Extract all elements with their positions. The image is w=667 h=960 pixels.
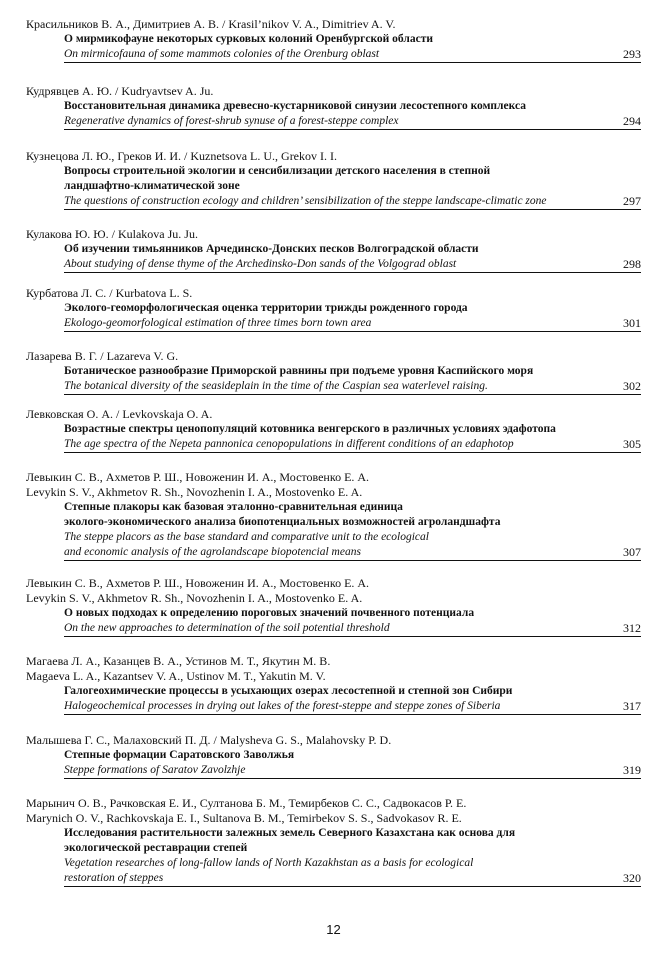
toc-entry bbox=[26, 286, 641, 332]
entry-page-number: 297 bbox=[623, 194, 641, 208]
toc-entry bbox=[26, 84, 641, 130]
entry-english-title: Regenerative dynamics of forest-shrub synuse of a forest-steppe complex bbox=[64, 114, 641, 130]
entry-page-number: 298 bbox=[623, 257, 641, 271]
entry-english-title: The age spectra of the Nepeta pannonica cenopopulations in different conditions of an edaphotop bbox=[64, 437, 641, 453]
entry-authors: Курбатова Л. С. / Kurbatova L. S. bbox=[26, 286, 193, 300]
entry-title: Исследования растительности залежных земель Северного Казахстана как основа для экологической реставрации степей bbox=[64, 827, 516, 854]
entry-title: О мирмикофауне некоторых сурковых колоний Оренбургской области bbox=[64, 33, 433, 45]
entry-title: Степные формации Саратовского Заволжья bbox=[64, 749, 295, 761]
entry-page-number: 293 bbox=[623, 47, 641, 61]
entry-english-title: Ekologo-geomorfological estimation of three times born town area bbox=[64, 316, 641, 332]
entry-page-number: 307 bbox=[623, 545, 641, 559]
entry-english-title: On mirmicofauna of some mammots colonies of the Orenburg oblast bbox=[64, 47, 641, 63]
entry-title: Галогеохимические процессы в усыхающих озерах лесостепной и степной зон Сибири bbox=[64, 685, 513, 697]
entry-page-number: 320 bbox=[623, 871, 641, 885]
entry-page-number: 319 bbox=[623, 763, 641, 777]
entry-title: Степные плакоры как базовая эталонно-сравнительная единица эколого-экономического анализа биопотенциальных возможностей агроландшафта bbox=[64, 501, 501, 528]
entry-authors: Лазарева В. Г. / Lazareva V. G. bbox=[26, 349, 179, 363]
entry-title: Эколого-геоморфологическая оценка территории трижды рожденного города bbox=[64, 302, 468, 314]
entry-title: Ботаническое разнообразие Приморской равнины при подъеме уровня Каспийского моря bbox=[64, 365, 534, 377]
entry-page-number: 302 bbox=[623, 379, 641, 393]
entry-page-number: 294 bbox=[623, 114, 641, 128]
toc-entry bbox=[26, 149, 641, 210]
entry-english-title: The botanical diversity of the seasideplain in the time of the Caspian sea waterlevel raising. bbox=[64, 379, 641, 395]
toc-entry bbox=[26, 227, 641, 273]
entry-authors: Магаева Л. А., Казанцев В. А., Устинов М. Т., Якутин М. В. Magaeva L. A., Kazantsev V. A., Ustinov M. T., Yakutin M. V. bbox=[26, 654, 331, 683]
toc-entry bbox=[26, 796, 641, 887]
entry-authors: Левковская О. А. / Levkovskaja O. A. bbox=[26, 407, 213, 421]
entry-authors: Кузнецова Л. Ю., Греков И. И. / Kuznetsova L. U., Grekov I. I. bbox=[26, 149, 338, 163]
entry-english-title: Vegetation researches of long-fallow lands of North Kazakhstan as a basis for ecological restoration of steppes bbox=[64, 856, 641, 887]
toc-entry bbox=[26, 17, 641, 63]
entry-page-number: 301 bbox=[623, 316, 641, 330]
toc-entry bbox=[26, 733, 641, 779]
entry-title: Вопросы строительной экологии и сенсибилизации детского населения в степной ландшафтно-климатической зоне bbox=[64, 165, 491, 192]
entry-english-title: About studying of dense thyme of the Archedinsko-Don sands of the Volgograd oblast bbox=[64, 257, 641, 273]
toc-entry bbox=[26, 407, 641, 453]
entry-authors: Кудрявцев А. Ю. / Kudryavtsev A. Ju. bbox=[26, 84, 214, 98]
entry-authors: Левыкин С. В., Ахметов Р. Ш., Новоженин И. А., Мостовенко Е. А. Levykin S. V., Akhmetov R. Sh., Novozhenin I. A., Mostovenko E. A. bbox=[26, 576, 370, 605]
entry-title: О новых подходах к определению пороговых значений почвенного потенциала bbox=[64, 607, 475, 619]
entry-title: Об изучении тимьянников Арчединско-Донских песков Волгоградской области bbox=[64, 243, 479, 255]
entry-authors: Левыкин С. В., Ахметов Р. Ш., Новоженин И. А., Мостовенко Е. А. Levykin S. V., Akhmetov R. Sh., Novozhenin I. A., Mostovenko E. A. bbox=[26, 470, 370, 499]
entry-page-number: 305 bbox=[623, 437, 641, 451]
entry-english-title: On the new approaches to determination of the soil potential threshold bbox=[64, 621, 641, 637]
entry-english-title: Steppe formations of Saratov Zavolzhje bbox=[64, 763, 641, 779]
entry-authors: Кулакова Ю. Ю. / Kulakova Ju. Ju. bbox=[26, 227, 198, 241]
toc-entry bbox=[26, 576, 641, 637]
entry-title: Восстановительная динамика древесно-кустарниковой синузии лесостепного комплекса bbox=[64, 100, 526, 112]
entry-english-title: The questions of construction ecology and children’ sensibilization of the steppe landscape-climatic zone bbox=[64, 194, 641, 210]
entry-page-number: 317 bbox=[623, 699, 641, 713]
entry-authors: Малышева Г. С., Малаховский П. Д. / Malysheva G. S., Malahovsky P. D. bbox=[26, 733, 392, 747]
entry-authors: Красильников В. А., Димитриев А. В. / Krasil’nikov V. A., Dimitriev A. V. bbox=[26, 17, 396, 31]
entry-title: Возрастные спектры ценопопуляций котовника венгерского в различных условиях эдафотопа bbox=[64, 423, 556, 435]
entry-english-title: Halogeochemical processes in drying out lakes of the forest-steppe and steppe zones of Siberia bbox=[64, 699, 641, 715]
entry-page-number: 312 bbox=[623, 621, 641, 635]
entry-authors: Марынич О. В., Рачковская Е. И., Султанова Б. М., Темирбеков С. С., Садвокасов Р. Е. Marynich O. V., Rachkovskaja E. I., Sultanova B. M., Temirbekov S. S., Sadvokasov R. E. bbox=[26, 796, 467, 825]
toc-entry bbox=[26, 654, 641, 715]
entry-english-title: The steppe placors as the base standard and comparative unit to the ecological and economic analysis of the agrolandscape biopotencial means bbox=[64, 530, 641, 561]
toc-entry bbox=[26, 470, 641, 561]
page-number: 12 bbox=[326, 922, 341, 937]
toc-entry bbox=[26, 349, 641, 395]
